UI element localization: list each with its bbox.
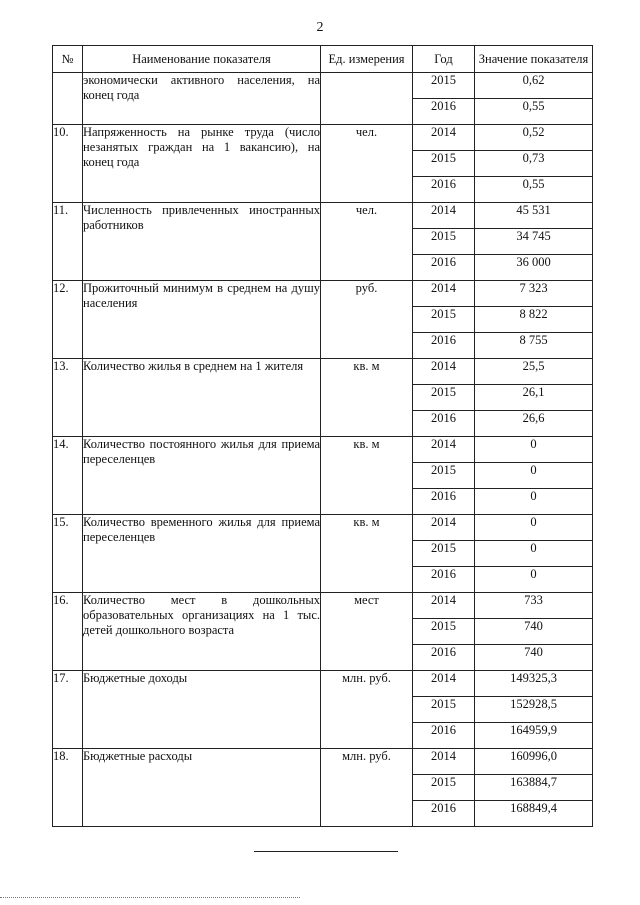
row-number xyxy=(53,73,83,125)
year-cell: 2014 xyxy=(413,515,475,541)
table-row xyxy=(53,749,593,775)
value-cell: 0 xyxy=(475,437,593,463)
row-number: 16. xyxy=(53,593,83,671)
year-cell: 2016 xyxy=(413,255,475,281)
header-year: Год xyxy=(413,46,475,73)
value-cell: 733 xyxy=(475,593,593,619)
year-cell: 2015 xyxy=(413,697,475,723)
year-cell: 2015 xyxy=(413,229,475,255)
value-cell: 8 822 xyxy=(475,307,593,333)
value-cell: 0 xyxy=(475,463,593,489)
value-cell: 0,55 xyxy=(475,99,593,125)
end-rule xyxy=(254,851,398,852)
indicator-name: Количество постоянного жилья для приема переселенцев xyxy=(83,437,321,515)
unit-of-measure: млн. руб. xyxy=(321,671,413,749)
indicator-name: Численность привлеченных иностранных работников xyxy=(83,203,321,281)
indicator-name: Количество жилья в среднем на 1 жителя xyxy=(83,359,321,437)
table-row xyxy=(53,437,593,463)
year-cell: 2014 xyxy=(413,203,475,229)
year-cell: 2016 xyxy=(413,723,475,749)
row-number: 17. xyxy=(53,671,83,749)
indicator-name: Напряженность на рынке труда (число незанятых граждан на 1 вакансию), на конец года xyxy=(83,125,321,203)
value-cell: 36 000 xyxy=(475,255,593,281)
value-cell: 0,55 xyxy=(475,177,593,203)
table-row xyxy=(53,203,593,229)
value-cell: 7 323 xyxy=(475,281,593,307)
year-cell: 2014 xyxy=(413,125,475,151)
table-row xyxy=(53,515,593,541)
indicator-name: Бюджетные расходы xyxy=(83,749,321,827)
value-cell: 0,73 xyxy=(475,151,593,177)
row-number: 15. xyxy=(53,515,83,593)
table-row xyxy=(53,359,593,385)
unit-of-measure: кв. м xyxy=(321,437,413,515)
value-cell: 0 xyxy=(475,515,593,541)
year-cell: 2014 xyxy=(413,593,475,619)
value-cell: 168849,4 xyxy=(475,801,593,827)
value-cell: 25,5 xyxy=(475,359,593,385)
unit-of-measure: мест xyxy=(321,593,413,671)
year-cell: 2016 xyxy=(413,645,475,671)
page-number: 2 xyxy=(316,20,324,35)
value-cell: 164959,9 xyxy=(475,723,593,749)
value-cell: 149325,3 xyxy=(475,671,593,697)
year-cell: 2016 xyxy=(413,333,475,359)
indicator-name: Прожиточный минимум в среднем на душу населения xyxy=(83,281,321,359)
value-cell: 34 745 xyxy=(475,229,593,255)
value-cell: 152928,5 xyxy=(475,697,593,723)
value-cell: 160996,0 xyxy=(475,749,593,775)
header-name: Наименование показателя xyxy=(83,46,321,73)
unit-of-measure: чел. xyxy=(321,125,413,203)
value-cell: 0,62 xyxy=(475,73,593,99)
year-cell: 2015 xyxy=(413,775,475,801)
table-row xyxy=(53,593,593,619)
header-value: Значение показателя xyxy=(475,46,593,73)
table-row xyxy=(53,125,593,151)
unit-of-measure: руб. xyxy=(321,281,413,359)
row-number: 18. xyxy=(53,749,83,827)
row-number: 11. xyxy=(53,203,83,281)
table-row xyxy=(53,671,593,697)
year-cell: 2015 xyxy=(413,151,475,177)
unit-of-measure: млн. руб. xyxy=(321,749,413,827)
year-cell: 2015 xyxy=(413,463,475,489)
value-cell: 26,6 xyxy=(475,411,593,437)
year-cell: 2014 xyxy=(413,359,475,385)
table-body xyxy=(53,73,593,827)
year-cell: 2016 xyxy=(413,99,475,125)
indicator-name: Количество временного жилья для приема переселенцев xyxy=(83,515,321,593)
year-cell: 2014 xyxy=(413,749,475,775)
year-cell: 2016 xyxy=(413,489,475,515)
year-cell: 2014 xyxy=(413,281,475,307)
table-row xyxy=(53,281,593,307)
indicator-name: Количество мест в дошкольных образовательных организациях на 1 тыс. детей дошкольного возраста xyxy=(83,593,321,671)
indicator-name: экономически активного населения, на конец года xyxy=(83,73,321,125)
value-cell: 0,52 xyxy=(475,125,593,151)
value-cell: 26,1 xyxy=(475,385,593,411)
scan-edge-mark xyxy=(0,897,300,898)
year-cell: 2015 xyxy=(413,307,475,333)
year-cell: 2014 xyxy=(413,437,475,463)
year-cell: 2016 xyxy=(413,411,475,437)
year-cell: 2015 xyxy=(413,385,475,411)
header-num: № xyxy=(53,46,83,73)
year-cell: 2015 xyxy=(413,619,475,645)
value-cell: 0 xyxy=(475,567,593,593)
row-number: 12. xyxy=(53,281,83,359)
value-cell: 740 xyxy=(475,645,593,671)
header-unit: Ед. измерения xyxy=(321,46,413,73)
row-number: 14. xyxy=(53,437,83,515)
value-cell: 45 531 xyxy=(475,203,593,229)
indicator-name: Бюджетные доходы xyxy=(83,671,321,749)
year-cell: 2014 xyxy=(413,671,475,697)
unit-of-measure: кв. м xyxy=(321,515,413,593)
year-cell: 2016 xyxy=(413,567,475,593)
year-cell: 2015 xyxy=(413,73,475,99)
value-cell: 0 xyxy=(475,541,593,567)
value-cell: 8 755 xyxy=(475,333,593,359)
year-cell: 2016 xyxy=(413,801,475,827)
year-cell: 2016 xyxy=(413,177,475,203)
year-cell: 2015 xyxy=(413,541,475,567)
unit-of-measure: кв. м xyxy=(321,359,413,437)
indicators-table xyxy=(52,45,593,827)
value-cell: 740 xyxy=(475,619,593,645)
unit-of-measure xyxy=(321,73,413,125)
table-header-row xyxy=(53,46,593,73)
value-cell: 0 xyxy=(475,489,593,515)
row-number: 13. xyxy=(53,359,83,437)
value-cell: 163884,7 xyxy=(475,775,593,801)
unit-of-measure: чел. xyxy=(321,203,413,281)
row-number: 10. xyxy=(53,125,83,203)
table-row xyxy=(53,73,593,99)
